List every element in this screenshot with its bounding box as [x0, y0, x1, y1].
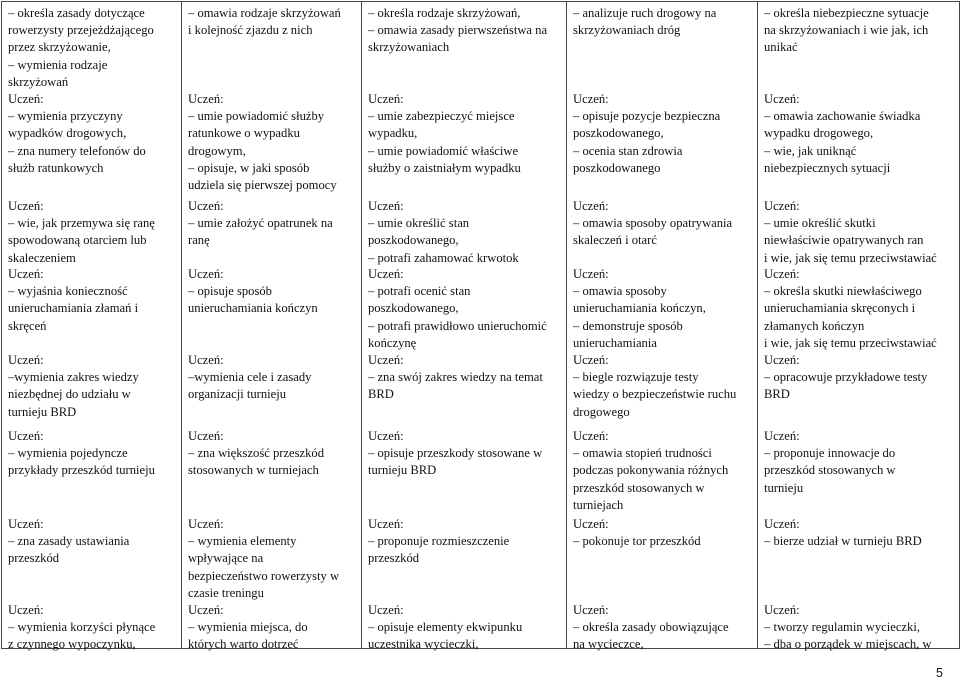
table-row: [2, 2, 960, 649]
text-block: [188, 266, 358, 318]
text-line: skrzyżowaniach: [368, 40, 450, 55]
text-line: – tworzy regulamin wycieczki,: [764, 620, 920, 635]
text-line: poszkodowanego,: [368, 301, 459, 316]
text-line: Uczeń:: [188, 199, 224, 213]
text-line: – potrafi ocenić stan: [368, 284, 471, 299]
text-line: Uczeń:: [8, 517, 44, 531]
text-line: Uczeń:: [764, 199, 800, 213]
text-block: [8, 516, 178, 568]
text-line: Uczeń:: [573, 267, 609, 281]
text-block: [764, 352, 956, 404]
text-block: [8, 352, 178, 421]
text-line: – opisuje sposób: [188, 284, 272, 299]
text-line: niewłaściwie opatrywanych ran: [764, 233, 924, 248]
text-line: – omawia zachowanie świadka: [764, 109, 921, 124]
text-line: Uczeń:: [573, 517, 609, 531]
text-line: niezbędnej do udziału w: [8, 387, 131, 402]
text-block: [188, 198, 358, 250]
text-block: [573, 5, 754, 39]
text-line: unieruchamiania złamań i: [8, 301, 139, 316]
text-line: – określa rodzaje skrzyżowań,: [368, 6, 521, 20]
text-block: [573, 266, 754, 352]
text-line: Uczeń:: [764, 267, 800, 281]
text-line: Uczeń:: [764, 353, 800, 367]
text-line: – określa niebezpieczne sytuacje: [764, 6, 929, 20]
text-line: bezpieczeństwo rowerzysty w: [188, 568, 340, 583]
table-cell-col1: [2, 2, 182, 652]
text-line: służby o zaistniałym wypadku: [368, 160, 521, 175]
text-line: Uczeń:: [764, 429, 800, 443]
text-line: – proponuje innowacje do: [764, 446, 896, 461]
text-line: – umie powiadomić właściwe: [368, 143, 519, 158]
text-line: –wymienia zakres wiedzy: [8, 370, 139, 385]
text-line: Uczeń:: [188, 92, 224, 106]
text-block: [188, 5, 358, 39]
text-block: [8, 602, 178, 654]
text-line: i wie, jak się temu przeciwstawiać: [764, 335, 937, 350]
text-line: Uczeń:: [188, 603, 224, 617]
text-line: unieruchamiania: [573, 335, 657, 350]
text-line: turnieju: [764, 480, 804, 495]
text-line: – wymienia korzyści płynące: [8, 620, 156, 635]
text-block: [188, 428, 358, 480]
text-block: [368, 602, 563, 654]
text-line: – wie, jak uniknąć: [764, 143, 857, 158]
text-block: [764, 266, 956, 352]
text-block: [8, 428, 178, 480]
text-block: [573, 91, 754, 177]
text-block: [764, 5, 956, 57]
text-line: i wie, jak się temu przeciwstawiać: [764, 250, 937, 265]
text-line: przeszkód: [368, 551, 420, 566]
text-line: – proponuje rozmieszczenie: [368, 534, 510, 549]
text-line: Uczeń:: [764, 517, 800, 531]
text-line: Uczeń:: [573, 92, 609, 106]
text-line: których warto dotrzeć: [188, 637, 299, 652]
text-line: spowodowaną otarciem lub: [8, 233, 147, 248]
text-line: – omawia sposoby: [573, 284, 667, 299]
text-line: ranę: [188, 233, 210, 248]
text-line: – omawia stopień trudności: [573, 446, 712, 461]
text-block: [573, 602, 754, 654]
text-line: drogowym,: [188, 143, 246, 158]
table-cell-col2: [182, 2, 362, 652]
text-line: Uczeń:: [188, 353, 224, 367]
text-line: Uczeń:: [8, 92, 44, 106]
text-line: – wie, jak przemywa się ranę: [8, 216, 155, 231]
text-line: Uczeń:: [573, 199, 609, 213]
table-cell-col5: [758, 2, 960, 652]
text-line: przeszkód: [8, 551, 60, 566]
text-line: Uczeń:: [368, 199, 404, 213]
text-block: [764, 428, 956, 497]
text-line: Uczeń:: [573, 429, 609, 443]
text-line: unieruchamiania kończyn,: [573, 301, 706, 316]
text-block: [8, 266, 178, 335]
text-line: rowerzysty przejeżdżającego: [8, 23, 154, 38]
text-line: unieruchamiania skręconych i: [764, 301, 916, 316]
text-block: [368, 352, 563, 404]
text-line: – zna większość przeszkód: [188, 446, 325, 461]
text-line: – potrafi prawidłowo unieruchomić: [368, 318, 547, 333]
text-block: [573, 352, 754, 421]
text-line: Uczeń:: [573, 353, 609, 367]
text-line: – umie określić skutki: [764, 216, 876, 231]
text-line: – ocenia stan zdrowia: [573, 143, 683, 158]
text-line: – zna numery telefonów do: [8, 143, 146, 158]
text-line: wypadku drogowego,: [764, 126, 874, 141]
text-line: niebezpiecznych sytuacji: [764, 160, 891, 175]
text-block: [188, 516, 358, 602]
text-line: wypadków drogowych,: [8, 126, 127, 141]
text-line: Uczeń:: [368, 92, 404, 106]
text-line: –wymienia cele i zasady: [188, 370, 312, 385]
text-line: – umie założyć opatrunek na: [188, 216, 333, 231]
text-line: – omawia sposoby opatrywania: [573, 216, 733, 231]
text-line: BRD: [368, 387, 394, 402]
text-line: BRD: [764, 387, 790, 402]
text-block: [368, 198, 563, 267]
text-line: przez skrzyżowanie,: [8, 40, 111, 55]
text-block: [8, 91, 178, 177]
text-line: organizacji turnieju: [188, 387, 287, 402]
text-line: czasie treningu: [188, 585, 264, 600]
text-line: – pokonuje tor przeszkód: [573, 534, 701, 549]
text-line: turnieju BRD: [368, 463, 437, 478]
text-line: i kolejność zjazdu z nich: [188, 23, 313, 38]
text-line: Uczeń:: [8, 429, 44, 443]
text-line: wiedzy o bezpieczeństwie ruchu: [573, 387, 737, 402]
text-block: [188, 602, 358, 654]
text-line: Uczeń:: [368, 429, 404, 443]
text-line: – umie zabezpieczyć miejsce: [368, 109, 515, 124]
text-line: – wyjaśnia konieczność: [8, 284, 128, 299]
text-line: – wymienia rodzaje: [8, 57, 108, 72]
text-block: [368, 5, 563, 57]
text-line: poszkodowanego: [573, 160, 661, 175]
text-line: poszkodowanego,: [368, 233, 459, 248]
text-line: podczas pokonywania różnych: [573, 463, 729, 478]
text-line: – zna zasady ustawiania: [8, 534, 130, 549]
text-line: – omawia zasady pierwszeństwa na: [368, 23, 548, 38]
text-block: [764, 602, 956, 654]
text-line: turniejach: [573, 497, 624, 512]
text-block: [764, 516, 956, 550]
text-line: – opisuje pozycje bezpieczna: [573, 109, 721, 124]
text-line: Uczeń:: [8, 353, 44, 367]
text-line: skaleczeniem: [8, 250, 76, 265]
text-line: – demonstruje sposób: [573, 318, 683, 333]
text-line: – określa zasady obowiązujące: [573, 620, 729, 635]
text-block: [368, 428, 563, 480]
text-line: Uczeń:: [188, 429, 224, 443]
text-line: udziela się pierwszej pomocy: [188, 178, 337, 193]
text-line: Uczeń:: [368, 267, 404, 281]
text-line: – zna swój zakres wiedzy na temat: [368, 370, 543, 385]
text-line: – dba o porządek w miejscach, w: [764, 637, 932, 652]
text-line: – opisuje przeszkody stosowane w: [368, 446, 543, 461]
text-line: stosowanych w turniejach: [188, 463, 319, 478]
table-cell-col4: [567, 2, 758, 652]
text-line: poszkodowanego,: [573, 126, 664, 141]
text-line: z czynnego wypoczynku,: [8, 637, 136, 652]
text-block: [8, 198, 178, 267]
text-line: unieruchamiania kończyn: [188, 301, 318, 316]
text-line: na wycieczce,: [573, 637, 644, 652]
text-block: [368, 266, 563, 352]
text-line: przeszkód stosowanych w: [764, 463, 896, 478]
text-line: – wymienia przyczyny: [8, 109, 123, 124]
text-line: – wymienia elementy: [188, 534, 297, 549]
text-block: [188, 91, 358, 194]
text-line: Uczeń:: [368, 353, 404, 367]
text-line: – biegle rozwiązuje testy: [573, 370, 699, 385]
text-block: [573, 198, 754, 250]
text-line: – analizuje ruch drogowy na: [573, 6, 717, 20]
text-line: – opisuje, w jaki sposób: [188, 160, 310, 175]
text-line: – opracowuje przykładowe testy: [764, 370, 928, 385]
text-line: unikać: [764, 40, 798, 55]
text-line: – określa zasady dotyczące: [8, 6, 145, 20]
text-line: przykłady przeszkód turnieju: [8, 463, 155, 478]
text-line: wpływające na: [188, 551, 264, 566]
text-line: – potrafi zahamować krwotok: [368, 250, 519, 265]
text-line: – bierze udział w turnieju BRD: [764, 534, 922, 549]
text-line: skrzyżowaniach dróg: [573, 23, 681, 38]
text-line: – wymienia miejsca, do: [188, 620, 308, 635]
text-line: – wymienia pojedyncze: [8, 446, 128, 461]
text-line: – umie powiadomić służby: [188, 109, 325, 124]
text-block: [368, 516, 563, 568]
text-line: przeszkód stosowanych w: [573, 480, 705, 495]
text-block: [8, 5, 178, 91]
text-line: złamanych kończyn: [764, 318, 865, 333]
text-block: [573, 428, 754, 514]
text-line: turnieju BRD: [8, 404, 77, 419]
text-line: – umie określić stan: [368, 216, 470, 231]
text-line: Uczeń:: [188, 267, 224, 281]
table-cell-col3: [362, 2, 567, 652]
text-block: [573, 516, 754, 550]
text-line: Uczeń:: [8, 199, 44, 213]
text-line: uczestnika wycieczki,: [368, 637, 479, 652]
text-line: skrzyżowań: [8, 74, 69, 89]
text-block: [188, 352, 358, 404]
text-block: [368, 91, 563, 177]
text-line: skaleczeń i otarć: [573, 233, 657, 248]
text-line: Uczeń:: [8, 267, 44, 281]
text-line: Uczeń:: [764, 603, 800, 617]
text-line: Uczeń:: [8, 603, 44, 617]
text-line: wypadku,: [368, 126, 418, 141]
text-line: – opisuje elementy ekwipunku: [368, 620, 523, 635]
text-line: Uczeń:: [188, 517, 224, 531]
text-line: Uczeń:: [573, 603, 609, 617]
text-line: kończynę: [368, 335, 417, 350]
page-number: 5: [936, 666, 943, 680]
text-line: – określa skutki niewłaściwego: [764, 284, 922, 299]
text-line: ratunkowe o wypadku: [188, 126, 300, 141]
text-line: na skrzyżowaniach i wie jak, ich: [764, 23, 929, 38]
text-line: drogowego: [573, 404, 630, 419]
text-line: Uczeń:: [764, 92, 800, 106]
text-line: Uczeń:: [368, 517, 404, 531]
text-block: [764, 198, 956, 267]
text-block: [764, 91, 956, 177]
text-line: służb ratunkowych: [8, 160, 104, 175]
text-line: skręceń: [8, 318, 47, 333]
text-line: – omawia rodzaje skrzyżowań: [188, 6, 341, 20]
curriculum-table: [1, 1, 960, 652]
text-line: Uczeń:: [368, 603, 404, 617]
